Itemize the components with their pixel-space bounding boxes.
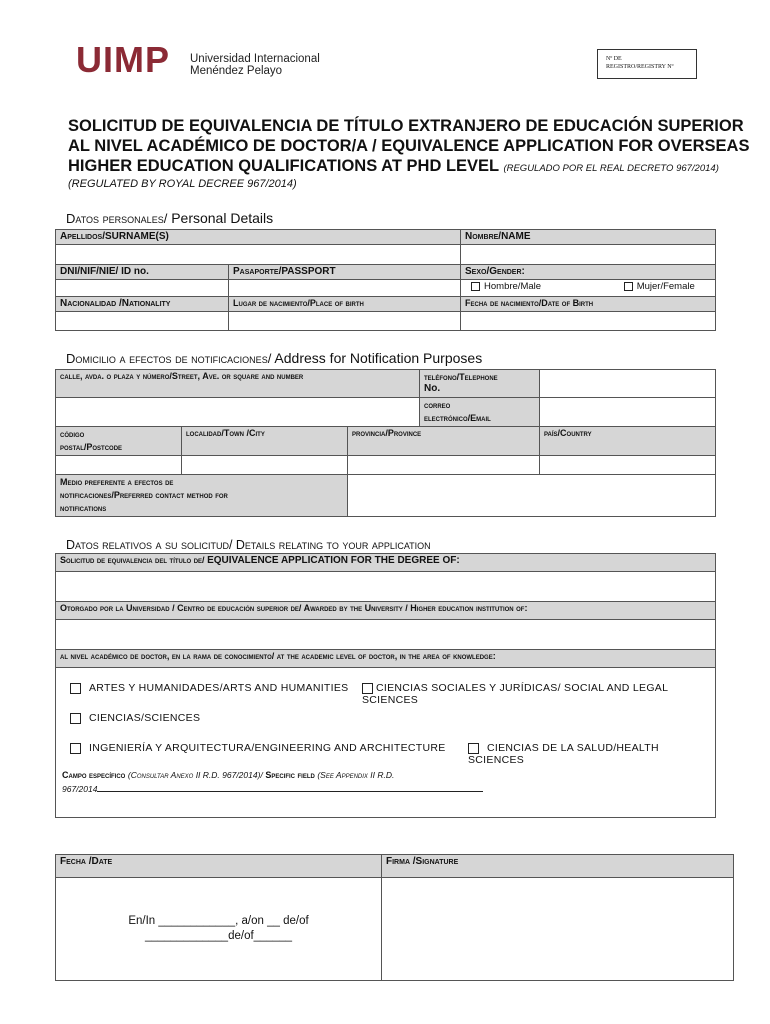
specific-field-note-es: (Consultar Anexo II R.D. 967/2014)/ [127, 770, 263, 780]
signature-label: Firma /Signature [386, 856, 459, 867]
university-name-line2: Menéndez Pelayo [190, 65, 283, 77]
postcode-label-2: postal/Postcode [60, 442, 123, 452]
awarded-by-field[interactable] [56, 620, 716, 650]
knowledge-area-options [56, 668, 716, 818]
engineering-label: INGENIERÍA Y ARQUITECTURA/ENGINEERING AND ARCHITECTURE [89, 742, 446, 754]
name-label: Nombre/NAME [465, 231, 531, 242]
female-label: Mujer/Female [636, 281, 695, 292]
email-field[interactable] [540, 398, 716, 427]
health-label: CIENCIAS DE LA SALUD/HEALTH SCIENCES [468, 742, 659, 766]
surname-field[interactable] [56, 245, 461, 265]
option-social[interactable] [362, 682, 715, 706]
birthplace-field[interactable] [229, 312, 461, 331]
contact-method-label-3: notifications [60, 503, 107, 513]
email-label-2: electrónico/Email [424, 413, 491, 423]
specific-field-label-es: Campo específico [62, 770, 126, 780]
province-field[interactable] [348, 456, 540, 475]
registry-number-box[interactable] [597, 49, 697, 79]
country-field[interactable] [540, 456, 716, 475]
female-checkbox[interactable] [624, 282, 633, 291]
university-name [190, 53, 320, 77]
registry-label-2: REGISTRO/REGISTRY Nº [606, 64, 674, 70]
email-label-1: correo [424, 400, 451, 410]
specific-field-note-decree: 967/2014 [62, 784, 98, 794]
postcode-field[interactable] [56, 456, 182, 475]
birthplace-label: Lugar de nacimiento/Place of birth [233, 298, 364, 308]
phone-label: teléfono/Telephone [424, 372, 498, 382]
awarded-by-label: Otorgado por la Universidad / Centro de educación superior de/ Awarded by the University / Higher education institution of: [60, 603, 528, 613]
address-table [55, 369, 716, 517]
title-subtitle: (REGULATED BY ROYAL DECREE 967/2014) [68, 178, 297, 190]
personal-heading-es: Datos personales/ [66, 211, 168, 226]
contact-method-label-2: notificaciones/Preferred contact method for [60, 490, 228, 500]
personal-heading-en: Personal Details [167, 210, 274, 226]
phone-field[interactable] [540, 370, 716, 398]
sciences-checkbox[interactable] [70, 713, 81, 724]
social-label: CIENCIAS SOCIALES Y JURÍDICAS/ SOCIAL AND LEGAL SCIENCES [362, 682, 668, 706]
personal-details-table [55, 229, 716, 331]
address-heading-es: Domicilio a efectos de notificaciones/ [66, 351, 272, 366]
degree-field[interactable] [56, 572, 716, 602]
title-line-1: SOLICITUD DE EQUIVALENCIA DE TÍTULO EXTRANJERO DE EDUCACIÓN SUPERIOR [68, 117, 744, 135]
street-field[interactable] [56, 398, 420, 427]
date-line-1: En/In ____________, a/on __ de/of [128, 915, 309, 927]
social-checkbox[interactable] [362, 683, 373, 694]
engineering-checkbox[interactable] [70, 743, 81, 754]
gender-label: Sexo/Gender: [465, 266, 525, 277]
male-option[interactable] [471, 281, 541, 292]
option-engineering[interactable] [70, 742, 446, 754]
date-line-2: _____________de/of______ [144, 930, 293, 942]
date-field[interactable] [56, 878, 382, 981]
university-logo: UIMP [76, 39, 170, 80]
specific-field-note-en: (See Appendix II R.D. [317, 770, 395, 780]
knowledge-area-label: al nivel académico de doctor, en la rama de conocimiento/ at the academic level of doctor, in the area of knowledge: [60, 651, 496, 661]
university-name-line1: Universidad Internacional [190, 53, 320, 65]
arts-checkbox[interactable] [70, 683, 81, 694]
male-label: Hombre/Male [484, 281, 542, 292]
town-label: localidad/Town /City [186, 428, 265, 438]
health-checkbox[interactable] [468, 743, 479, 754]
postcode-label-1: código [60, 429, 85, 439]
specific-field-line[interactable] [97, 783, 483, 792]
title-regulation-note: (REGULADO POR EL REAL DECRETO 967/2014) [503, 163, 719, 174]
registry-label-1: Nº DE [606, 56, 622, 62]
specific-field-label-en: Specific field [265, 770, 315, 780]
sciences-label: CIENCIAS/SCIENCES [89, 712, 201, 724]
birthdate-field[interactable] [461, 312, 716, 331]
title-line-2: AL NIVEL ACADÉMICO DE DOCTOR/A / EQUIVALENCE APPLICATION FOR OVERSEAS [68, 137, 750, 155]
option-health[interactable] [468, 742, 715, 766]
option-sciences[interactable] [70, 712, 200, 724]
surname-label: Apellidos/SURNAME(S) [60, 231, 169, 242]
personal-details-heading [66, 210, 273, 226]
address-heading-en: Address for Notification Purposes [271, 350, 483, 366]
passport-field[interactable] [229, 280, 461, 297]
option-arts[interactable] [70, 682, 348, 694]
country-label: país/Country [544, 428, 592, 438]
passport-label: Pasaporte/PASSPORT [233, 266, 336, 277]
province-label: provincia/Province [352, 428, 422, 438]
nationality-label: Nacionalidad /Nationality [60, 298, 171, 309]
town-field[interactable] [182, 456, 348, 475]
degree-label-en: EQUIVALENCE APPLICATION FOR THE DEGREE OF: [207, 555, 460, 566]
name-field[interactable] [461, 245, 716, 265]
id-number-label: DNI/NIF/NIE/ ID no. [60, 266, 149, 277]
date-label: Fecha /Date [60, 856, 113, 867]
title-line-3: HIGHER EDUCATION QUALIFICATIONS AT PHD LEVEL [68, 157, 499, 175]
id-number-field[interactable] [56, 280, 229, 297]
male-checkbox[interactable] [471, 282, 480, 291]
nationality-field[interactable] [56, 312, 229, 331]
application-heading: Datos relativos a su solicitud/ Details relating to your application [66, 538, 431, 552]
degree-label-es: Solicitud de equivalencia del título de/ [60, 555, 208, 565]
contact-method-field[interactable] [348, 475, 716, 517]
street-label: calle, avda. o plaza y número/Street, Ave. or square and number [60, 371, 304, 381]
contact-method-label-1: Medio preferente a efectos de [60, 477, 174, 487]
signature-field[interactable] [382, 878, 734, 981]
birthdate-label: Fecha de nacimiento/Date of Birth [465, 298, 594, 308]
specific-field[interactable] [62, 768, 702, 796]
female-option[interactable] [624, 281, 695, 292]
arts-label: ARTES Y HUMANIDADES/ARTS AND HUMANITIES [89, 682, 349, 694]
signature-table [55, 854, 734, 981]
phone-label-no: No. [424, 383, 441, 394]
form-title [68, 116, 749, 179]
address-heading [66, 350, 482, 366]
application-table [55, 553, 716, 818]
